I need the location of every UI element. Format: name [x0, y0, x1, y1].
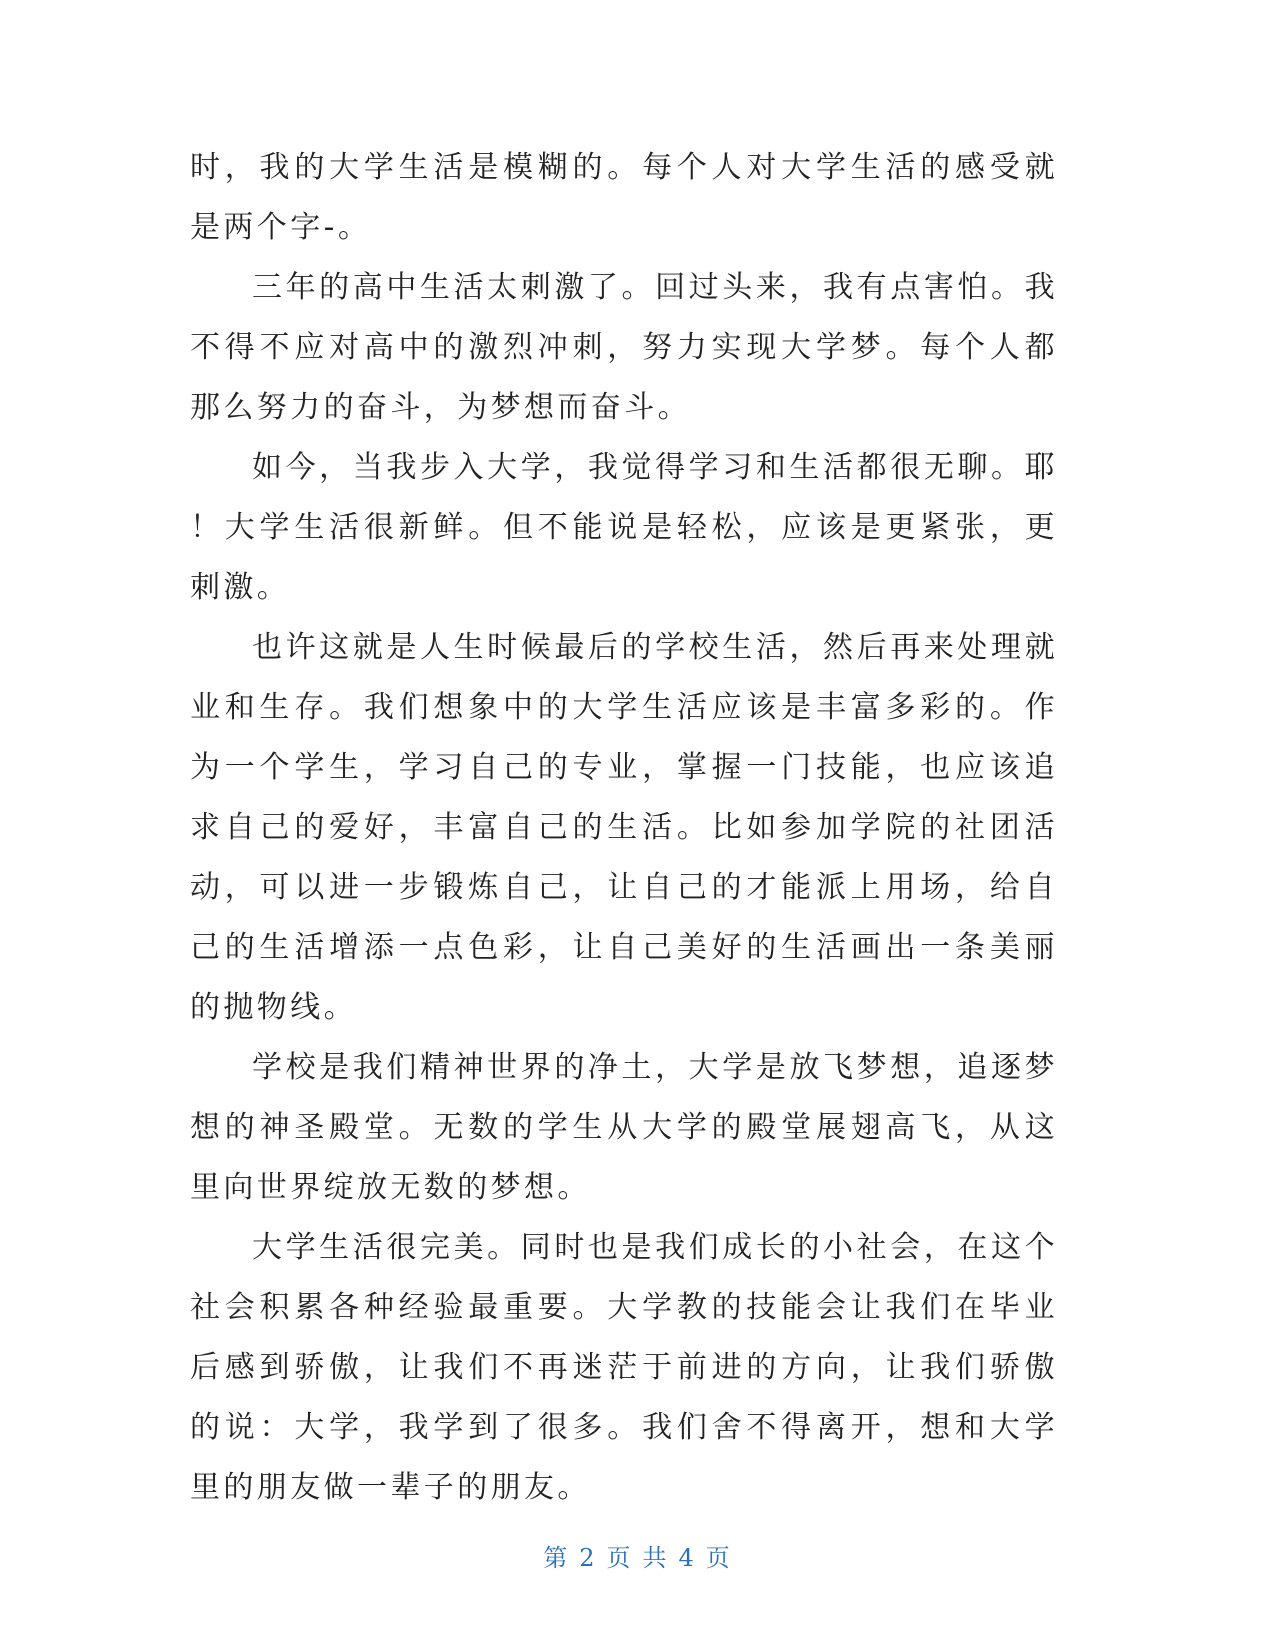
paragraph-1: 时，我的大学生活是模糊的。每个人对大学生活的感受就是两个字-。 [190, 150, 1058, 245]
paragraph-4: 也许这就是人生时候最后的学校生活，然后再来处理就业和生存。我们想象中的大学生活应该是丰富多彩的。作为一个学生，学习自己的专业，掌握一门技能，也应该追求自己的爱好，丰富自己的生活。比如参加学院的社团活动，可以进一步锻炼自己，让自己的才能派上用场，给自己的生活增添一点色彩，让自己美好的生活画出一条美丽的抛物线。 [190, 630, 1058, 1025]
paragraph-6: 大学生活很完美。同时也是我们成长的小社会，在这个社会积累各种经验最重要。大学教的技能会让我们在毕业后感到骄傲，让我们不再迷茫于前进的方向，让我们骄傲的说：大学，我学到了很多。我们舍不得离开，想和大学里的朋友做一辈子的朋友。 [190, 1230, 1058, 1505]
footer-total-word: 共 [642, 1544, 669, 1572]
paragraph-2: 三年的高中生活太刺激了。回过头来，我有点害怕。我不得不应对高中的激烈冲刺，努力实现大学梦。每个人都那么努力的奋斗，为梦想而奋斗。 [190, 270, 1058, 425]
document-body [190, 138, 1058, 1518]
footer-current-page: 2 [579, 1544, 597, 1572]
paragraph-5: 学校是我们精神世界的净土，大学是放飞梦想，追逐梦想的神圣殿堂。无数的学生从大学的殿堂展翅高飞，从这里向世界绽放无数的梦想。 [190, 1050, 1058, 1205]
footer-prefix: 第 [543, 1544, 570, 1572]
paragraph-3: 如今，当我步入大学，我觉得学习和生活都很无聊。耶！大学生活很新鲜。但不能说是轻松，应该是更紧张，更刺激。 [190, 450, 1058, 605]
footer-suffix: 页 [705, 1544, 732, 1572]
page-footer [0, 1538, 1275, 1573]
footer-total-pages: 4 [678, 1544, 696, 1572]
footer-page-word: 页 [606, 1544, 633, 1572]
